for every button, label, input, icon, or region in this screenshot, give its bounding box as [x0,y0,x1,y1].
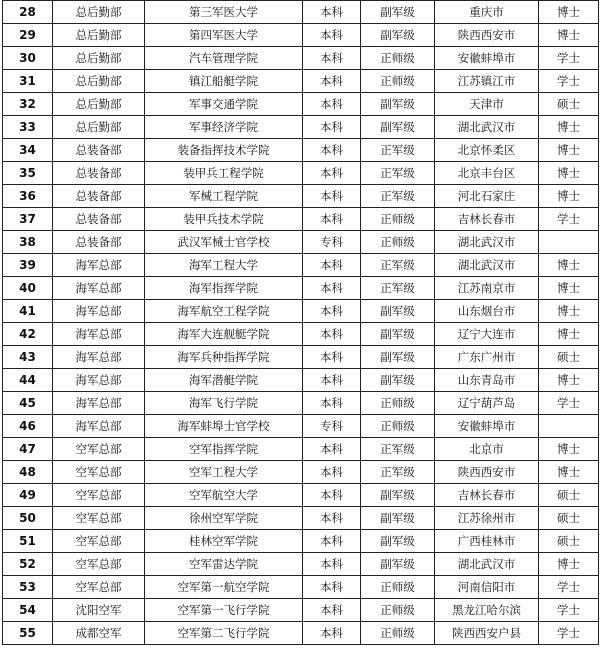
table-row [3,47,599,70]
location-cell: 北京市 [435,438,539,461]
location-cell: 安徽蚌埠市 [435,415,539,438]
row-number-cell: 53 [3,576,53,599]
table-row [3,139,599,162]
department-cell: 总装备部 [53,185,145,208]
degree-award-cell [539,415,599,438]
degree-award-cell: 硕士 [539,484,599,507]
row-number-cell: 51 [3,530,53,553]
location-cell: 辽宁大连市 [435,323,539,346]
location-cell: 北京怀柔区 [435,139,539,162]
degree-level-cell: 本科 [303,185,361,208]
school-name-cell: 海军指挥学院 [145,277,303,300]
department-cell: 空军总部 [53,484,145,507]
school-name-cell: 军事经济学院 [145,116,303,139]
row-number-cell: 42 [3,323,53,346]
table-row [3,438,599,461]
rank-level-cell: 正师级 [361,47,435,70]
table-row [3,369,599,392]
row-number-cell: 50 [3,507,53,530]
row-number-cell: 41 [3,300,53,323]
rank-level-cell: 正军级 [361,162,435,185]
location-cell: 湖北武汉市 [435,254,539,277]
degree-award-cell: 博士 [539,24,599,47]
department-cell: 空军总部 [53,530,145,553]
table-row [3,162,599,185]
row-number-cell: 44 [3,369,53,392]
rank-level-cell: 副军级 [361,323,435,346]
rank-level-cell: 正军级 [361,438,435,461]
location-cell: 河北石家庄 [435,185,539,208]
degree-award-cell: 学士 [539,392,599,415]
table-row [3,415,599,438]
degree-award-cell: 硕士 [539,93,599,116]
row-number-cell: 46 [3,415,53,438]
school-name-cell: 海军航空工程学院 [145,300,303,323]
degree-level-cell: 本科 [303,139,361,162]
degree-level-cell: 本科 [303,208,361,231]
table-row [3,300,599,323]
department-cell: 沈阳空军 [53,599,145,622]
degree-level-cell: 本科 [303,323,361,346]
row-number-cell: 35 [3,162,53,185]
table-row [3,208,599,231]
degree-award-cell: 学士 [539,599,599,622]
department-cell: 海军总部 [53,346,145,369]
school-name-cell: 海军蚌埠士官学校 [145,415,303,438]
degree-level-cell: 本科 [303,346,361,369]
location-cell: 安徽蚌埠市 [435,47,539,70]
degree-level-cell: 本科 [303,254,361,277]
degree-level-cell: 本科 [303,24,361,47]
location-cell: 江苏镇江市 [435,70,539,93]
department-cell: 海军总部 [53,369,145,392]
department-cell: 总装备部 [53,162,145,185]
table-body [3,1,599,645]
degree-level-cell: 本科 [303,1,361,24]
degree-level-cell: 本科 [303,47,361,70]
degree-award-cell: 博士 [539,254,599,277]
row-number-cell: 55 [3,622,53,645]
degree-level-cell: 专科 [303,231,361,254]
location-cell: 河南信阳市 [435,576,539,599]
school-name-cell: 海军大连舰艇学院 [145,323,303,346]
rank-level-cell: 正师级 [361,622,435,645]
location-cell: 天津市 [435,93,539,116]
table-row [3,24,599,47]
location-cell: 广东广州市 [435,346,539,369]
school-name-cell: 桂林空军学院 [145,530,303,553]
rank-level-cell: 副军级 [361,369,435,392]
rank-level-cell: 正军级 [361,254,435,277]
degree-award-cell: 博士 [539,116,599,139]
row-number-cell: 39 [3,254,53,277]
rank-level-cell: 正军级 [361,185,435,208]
department-cell: 总后勤部 [53,24,145,47]
table-row [3,254,599,277]
table-row [3,530,599,553]
location-cell: 辽宁葫芦岛 [435,392,539,415]
table-row [3,323,599,346]
rank-level-cell: 正军级 [361,277,435,300]
degree-award-cell: 博士 [539,185,599,208]
degree-award-cell: 硕士 [539,346,599,369]
rank-level-cell: 副军级 [361,507,435,530]
department-cell: 空军总部 [53,576,145,599]
school-name-cell: 第三军医大学 [145,1,303,24]
school-name-cell: 海军工程大学 [145,254,303,277]
location-cell: 重庆市 [435,1,539,24]
degree-award-cell: 博士 [539,369,599,392]
table-row [3,484,599,507]
degree-level-cell: 本科 [303,369,361,392]
row-number-cell: 43 [3,346,53,369]
location-cell: 江苏徐州市 [435,507,539,530]
school-name-cell: 军事交通学院 [145,93,303,116]
degree-level-cell: 本科 [303,116,361,139]
school-name-cell: 空军第一航空学院 [145,576,303,599]
degree-level-cell: 本科 [303,507,361,530]
table-row [3,346,599,369]
school-name-cell: 空军第二飞行学院 [145,622,303,645]
table-row [3,553,599,576]
department-cell: 海军总部 [53,323,145,346]
rank-level-cell: 正师级 [361,70,435,93]
location-cell: 陕西西安户县 [435,622,539,645]
department-cell: 总后勤部 [53,70,145,93]
degree-award-cell: 硕士 [539,507,599,530]
degree-award-cell: 博士 [539,139,599,162]
school-name-cell: 武汉军械士官学校 [145,231,303,254]
school-name-cell: 镇江船艇学院 [145,70,303,93]
degree-award-cell: 硕士 [539,530,599,553]
rank-level-cell: 副军级 [361,93,435,116]
row-number-cell: 29 [3,24,53,47]
department-cell: 空军总部 [53,553,145,576]
degree-level-cell: 本科 [303,300,361,323]
department-cell: 海军总部 [53,254,145,277]
school-name-cell: 装备指挥技术学院 [145,139,303,162]
degree-award-cell: 博士 [539,323,599,346]
degree-level-cell: 本科 [303,484,361,507]
location-cell: 湖北武汉市 [435,231,539,254]
row-number-cell: 37 [3,208,53,231]
degree-level-cell: 本科 [303,438,361,461]
department-cell: 总装备部 [53,208,145,231]
table-row [3,392,599,415]
degree-level-cell: 本科 [303,70,361,93]
degree-award-cell: 博士 [539,162,599,185]
row-number-cell: 47 [3,438,53,461]
school-name-cell: 空军航空大学 [145,484,303,507]
school-name-cell: 空军第一飞行学院 [145,599,303,622]
location-cell: 吉林长春市 [435,484,539,507]
department-cell: 海军总部 [53,392,145,415]
department-cell: 总后勤部 [53,47,145,70]
degree-award-cell: 博士 [539,277,599,300]
degree-award-cell [539,231,599,254]
rank-level-cell: 副军级 [361,346,435,369]
school-name-cell: 装甲兵技术学院 [145,208,303,231]
degree-award-cell: 学士 [539,622,599,645]
department-cell: 空军总部 [53,507,145,530]
location-cell: 广西桂林市 [435,530,539,553]
location-cell: 陕西西安市 [435,24,539,47]
rank-level-cell: 正军级 [361,139,435,162]
department-cell: 总装备部 [53,231,145,254]
location-cell: 湖北武汉市 [435,116,539,139]
school-name-cell: 汽车管理学院 [145,47,303,70]
location-cell: 湖北武汉市 [435,553,539,576]
department-cell: 总后勤部 [53,1,145,24]
table-row [3,231,599,254]
degree-award-cell: 学士 [539,70,599,93]
rank-level-cell: 正军级 [361,461,435,484]
degree-award-cell: 博士 [539,1,599,24]
row-number-cell: 49 [3,484,53,507]
location-cell: 北京丰台区 [435,162,539,185]
degree-level-cell: 本科 [303,277,361,300]
table-row [3,599,599,622]
table-row [3,507,599,530]
degree-level-cell: 本科 [303,461,361,484]
department-cell: 总后勤部 [53,93,145,116]
degree-level-cell: 本科 [303,599,361,622]
rank-level-cell: 正师级 [361,599,435,622]
school-name-cell: 空军工程大学 [145,461,303,484]
table-row [3,1,599,24]
degree-level-cell: 本科 [303,576,361,599]
table-row [3,622,599,645]
rank-level-cell: 副军级 [361,530,435,553]
school-name-cell: 海军潜艇学院 [145,369,303,392]
degree-level-cell: 本科 [303,530,361,553]
department-cell: 空军总部 [53,438,145,461]
school-name-cell: 空军指挥学院 [145,438,303,461]
table-row [3,93,599,116]
school-name-cell: 军械工程学院 [145,185,303,208]
row-number-cell: 52 [3,553,53,576]
row-number-cell: 30 [3,47,53,70]
row-number-cell: 31 [3,70,53,93]
school-name-cell: 海军兵种指挥学院 [145,346,303,369]
table-row [3,277,599,300]
location-cell: 江苏南京市 [435,277,539,300]
row-number-cell: 36 [3,185,53,208]
degree-level-cell: 本科 [303,553,361,576]
table-row [3,461,599,484]
department-cell: 成都空军 [53,622,145,645]
department-cell: 总后勤部 [53,116,145,139]
degree-award-cell: 博士 [539,300,599,323]
rank-level-cell: 正师级 [361,392,435,415]
school-name-cell: 空军雷达学院 [145,553,303,576]
rank-level-cell: 副军级 [361,24,435,47]
degree-award-cell: 博士 [539,461,599,484]
degree-award-cell: 博士 [539,553,599,576]
degree-award-cell: 学士 [539,576,599,599]
department-cell: 总装备部 [53,139,145,162]
rank-level-cell: 正师级 [361,576,435,599]
school-name-cell: 徐州空军学院 [145,507,303,530]
rank-level-cell: 副军级 [361,116,435,139]
row-number-cell: 32 [3,93,53,116]
rank-level-cell: 正师级 [361,231,435,254]
rank-level-cell: 副军级 [361,1,435,24]
row-number-cell: 40 [3,277,53,300]
department-cell: 海军总部 [53,277,145,300]
location-cell: 吉林长春市 [435,208,539,231]
row-number-cell: 33 [3,116,53,139]
location-cell: 陕西西安市 [435,461,539,484]
department-cell: 海军总部 [53,300,145,323]
school-name-cell: 第四军医大学 [145,24,303,47]
table-row [3,116,599,139]
department-cell: 空军总部 [53,461,145,484]
academy-table [2,0,599,645]
row-number-cell: 54 [3,599,53,622]
row-number-cell: 28 [3,1,53,24]
degree-award-cell: 博士 [539,438,599,461]
degree-award-cell: 学士 [539,208,599,231]
school-name-cell: 装甲兵工程学院 [145,162,303,185]
rank-level-cell: 副军级 [361,300,435,323]
row-number-cell: 34 [3,139,53,162]
row-number-cell: 45 [3,392,53,415]
degree-level-cell: 本科 [303,93,361,116]
rank-level-cell: 副军级 [361,553,435,576]
school-name-cell: 海军飞行学院 [145,392,303,415]
degree-level-cell: 专科 [303,415,361,438]
table-row [3,576,599,599]
table-row [3,70,599,93]
row-number-cell: 48 [3,461,53,484]
rank-level-cell: 正师级 [361,415,435,438]
degree-level-cell: 本科 [303,162,361,185]
row-number-cell: 38 [3,231,53,254]
rank-level-cell: 正师级 [361,208,435,231]
degree-level-cell: 本科 [303,622,361,645]
department-cell: 海军总部 [53,415,145,438]
location-cell: 山东青岛市 [435,369,539,392]
location-cell: 山东烟台市 [435,300,539,323]
rank-level-cell: 副军级 [361,484,435,507]
degree-award-cell: 学士 [539,47,599,70]
table-row [3,185,599,208]
degree-level-cell: 本科 [303,392,361,415]
location-cell: 黑龙江哈尔滨 [435,599,539,622]
